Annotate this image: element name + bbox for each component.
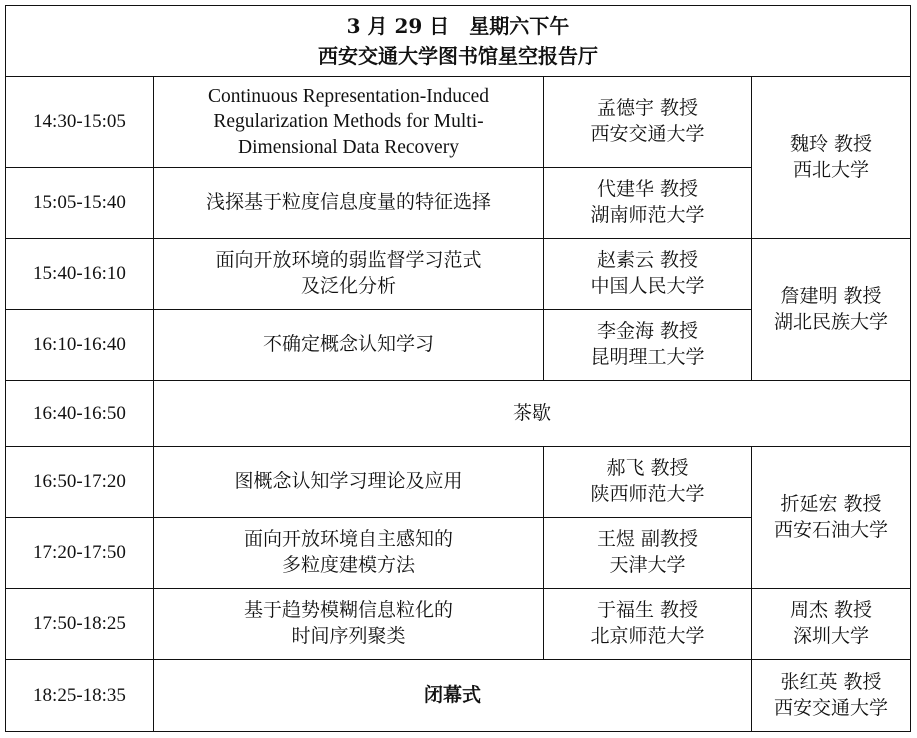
time-cell: 15:40-16:10: [6, 239, 154, 310]
table-row: [6, 77, 911, 168]
time-cell: 16:40-16:50: [6, 381, 154, 447]
time-cell: 16:50-17:20: [6, 447, 154, 518]
talk-title: 面向开放环境自主感知的 多粒度建模方法: [154, 518, 544, 589]
time-cell: 17:50-18:25: [6, 589, 154, 660]
table-row: [6, 239, 911, 310]
speaker-cell: [544, 239, 752, 310]
speaker-name: 郝飞 教授: [606, 457, 689, 480]
session-venue: 西安交通大学图书馆星空报告厅: [318, 44, 598, 68]
session-date: 3 月 29 日 星期六下午: [346, 14, 570, 38]
speaker-name: 于福生 教授: [596, 599, 699, 622]
speaker-affiliation: 中国人民大学: [590, 275, 705, 297]
table-row: [6, 447, 911, 518]
talk-title: 基于趋势模糊信息粒化的 时间序列聚类: [154, 589, 544, 660]
chair-name: 折延宏 教授: [780, 492, 882, 515]
table-row: [6, 589, 911, 660]
speaker-cell: [544, 310, 752, 381]
chair-name: 周杰 教授: [789, 599, 873, 622]
speaker-cell: [544, 168, 752, 239]
speaker-affiliation: 陕西师范大学: [590, 483, 705, 505]
session-header: [6, 6, 911, 77]
chair-affiliation: 西北大学: [792, 158, 869, 181]
talk-title: Continuous Representation-Induced Regularization Methods for Multi- Dimensional Data Recovery: [154, 77, 544, 168]
time-cell: 14:30-15:05: [6, 77, 154, 168]
speaker-name: 王煜 副教授: [596, 528, 699, 551]
speaker-affiliation: 昆明理工大学: [590, 346, 705, 368]
chair-cell: [752, 77, 911, 239]
speaker-cell: [544, 77, 752, 168]
chair-name: 詹建明 教授: [780, 284, 882, 307]
closing-ceremony-cell: 闭幕式: [154, 660, 752, 732]
chair-affiliation: 湖北民族大学: [773, 310, 888, 333]
speaker-affiliation: 湖南师范大学: [590, 204, 705, 226]
speaker-name: 代建华 教授: [596, 178, 699, 201]
chair-cell: [752, 447, 911, 589]
speaker-cell: [544, 518, 752, 589]
talk-title: 图概念认知学习理论及应用: [154, 447, 544, 518]
table-row: [6, 660, 911, 732]
speaker-name: 李金海 教授: [596, 320, 699, 343]
header-row: [6, 6, 911, 77]
speaker-cell: [544, 447, 752, 518]
time-cell: 17:20-17:50: [6, 518, 154, 589]
chair-affiliation: 西安交通大学: [773, 696, 888, 719]
break-cell: 茶歇: [154, 381, 911, 447]
chair-name: 张红英 教授: [780, 670, 882, 693]
speaker-name: 孟德宇 教授: [596, 97, 699, 120]
talk-title: 面向开放环境的弱监督学习范式 及泛化分析: [154, 239, 544, 310]
time-cell: 15:05-15:40: [6, 168, 154, 239]
chair-cell: [752, 239, 911, 381]
talk-title: 不确定概念认知学习: [154, 310, 544, 381]
speaker-affiliation: 天津大学: [609, 554, 686, 576]
chair-affiliation: 西安石油大学: [773, 518, 888, 541]
schedule-table: [5, 5, 911, 732]
time-cell: 18:25-18:35: [6, 660, 154, 732]
chair-affiliation: 深圳大学: [792, 625, 869, 647]
chair-cell: [752, 589, 911, 660]
speaker-cell: [544, 589, 752, 660]
speaker-name: 赵素云 教授: [596, 249, 699, 272]
time-cell: 16:10-16:40: [6, 310, 154, 381]
chair-cell: [752, 660, 911, 732]
table-row: [6, 381, 911, 447]
speaker-affiliation: 西安交通大学: [590, 123, 705, 145]
talk-title: 浅探基于粒度信息度量的特征选择: [154, 168, 544, 239]
speaker-affiliation: 北京师范大学: [590, 625, 705, 647]
chair-name: 魏玲 教授: [789, 132, 873, 155]
